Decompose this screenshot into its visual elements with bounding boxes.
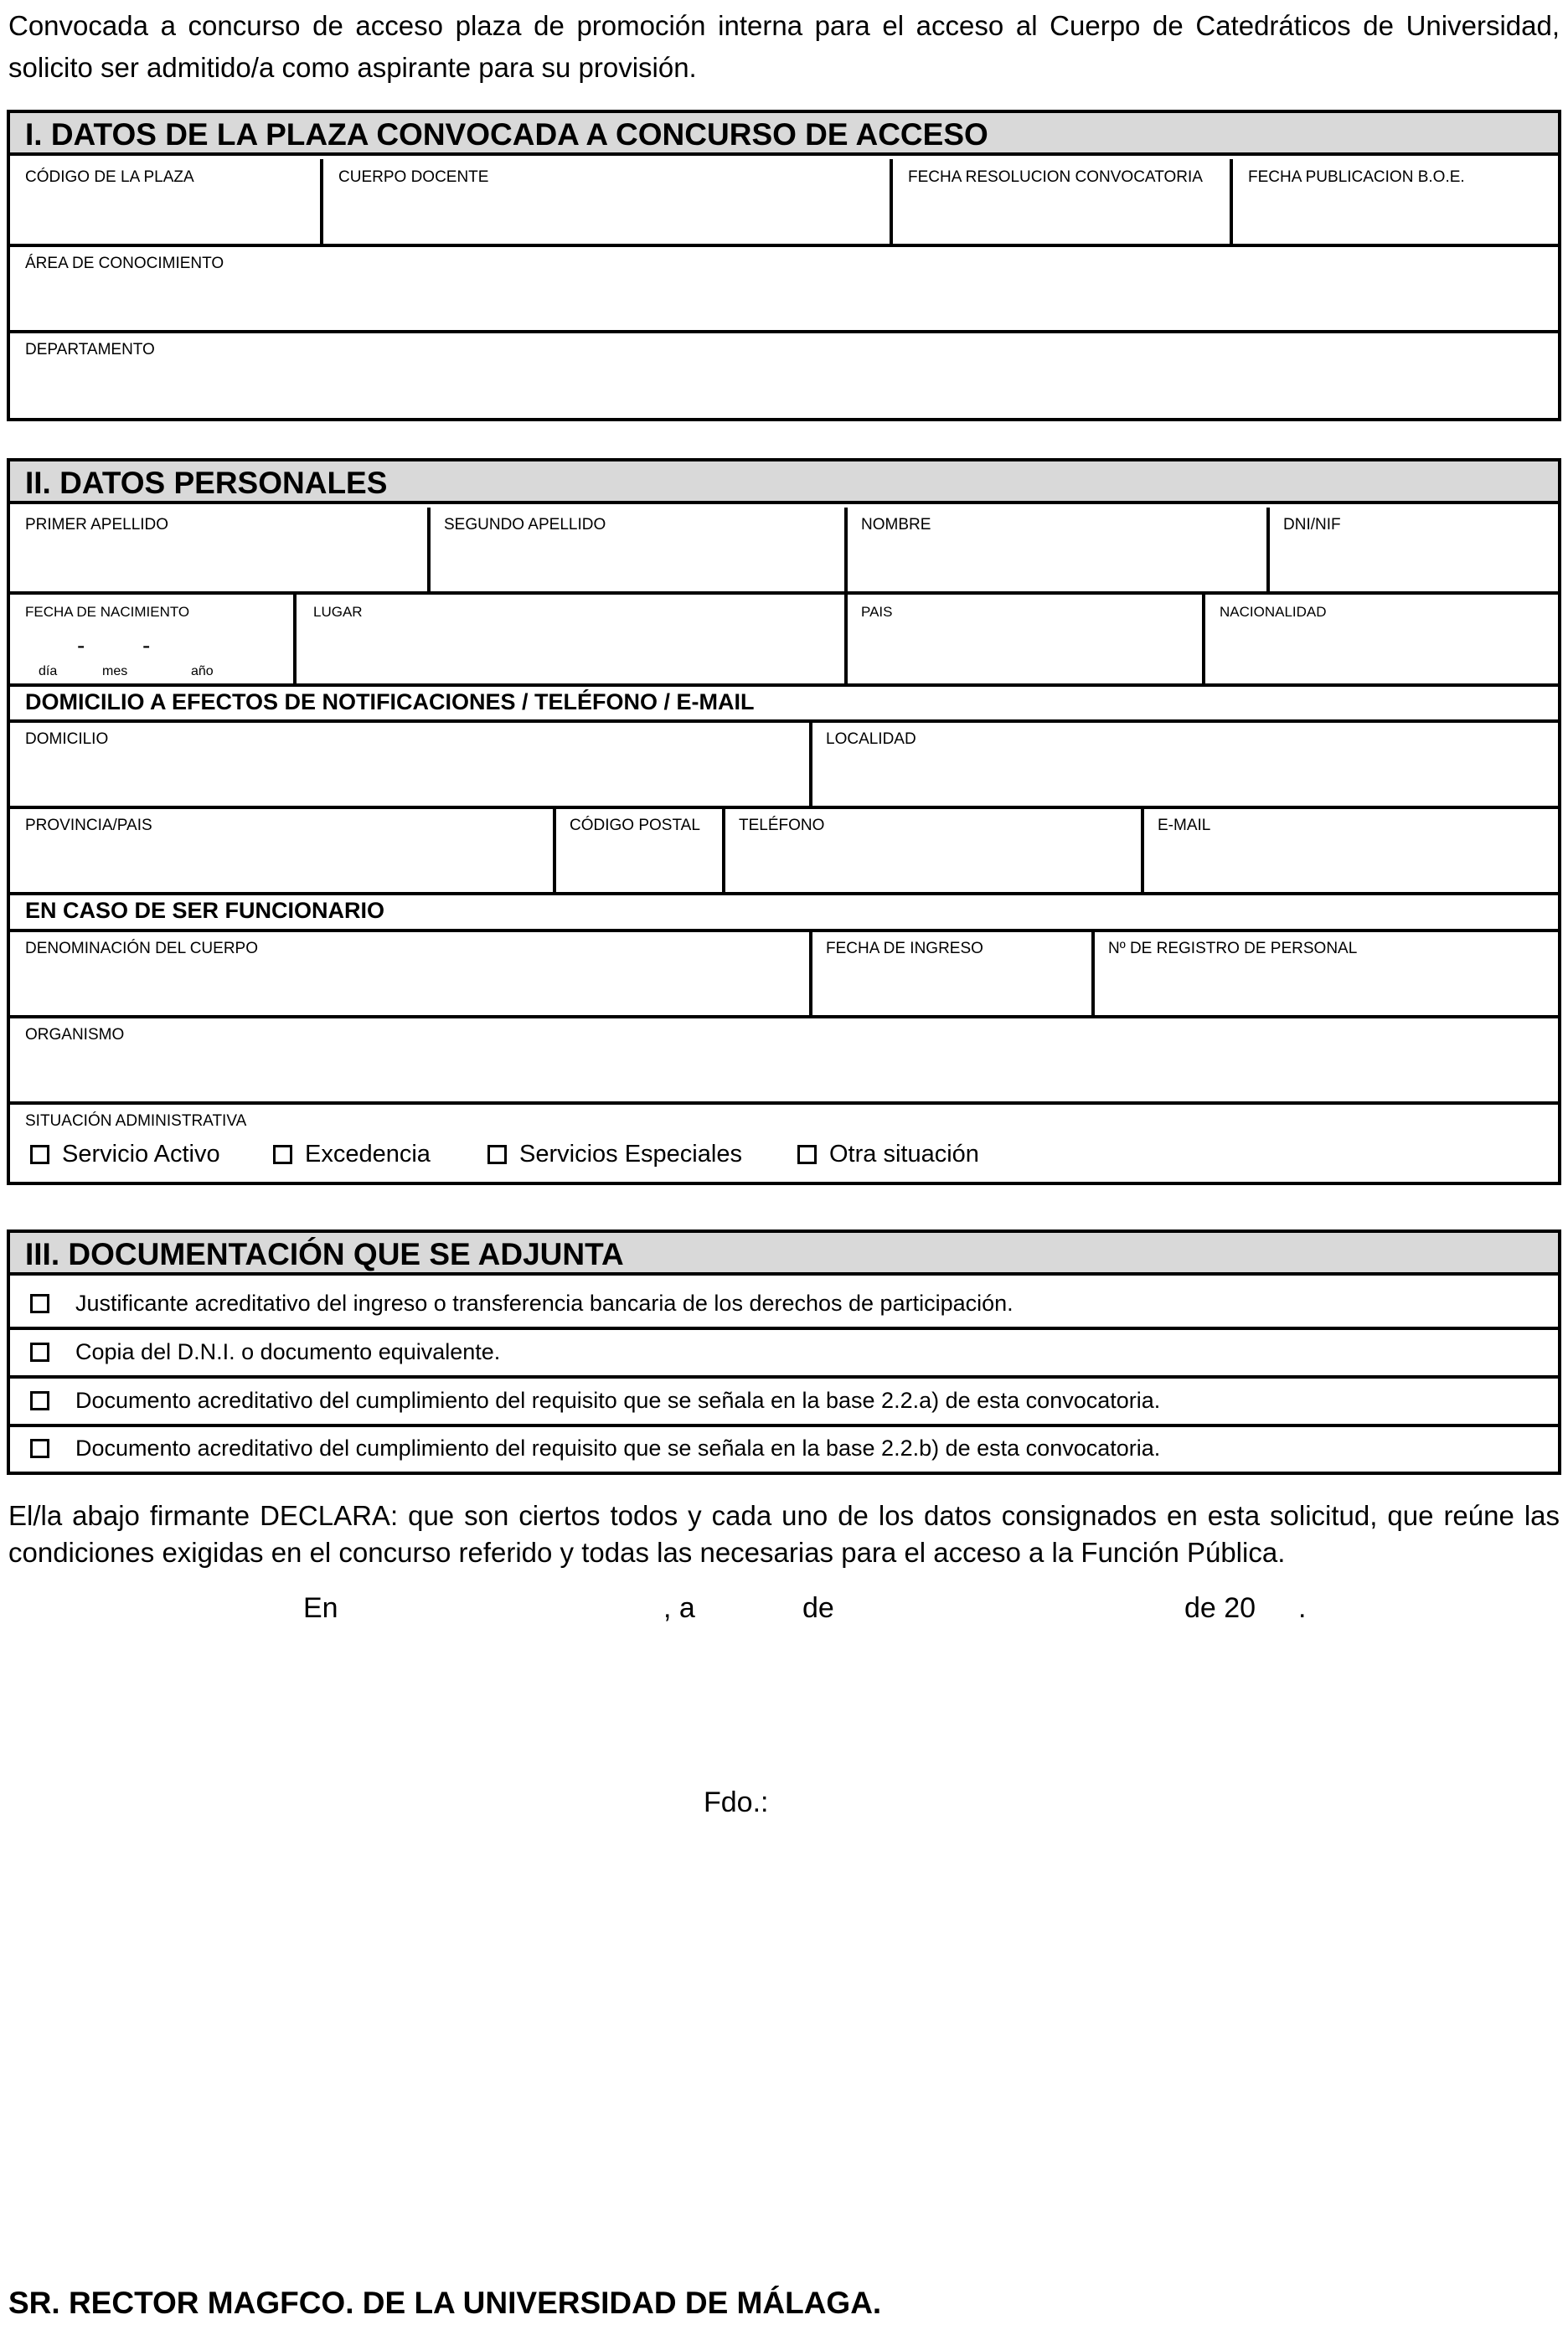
denominacion-cuerpo-field[interactable]: DENOMINACIÓN DEL CUERPO (25, 940, 258, 957)
divider (10, 244, 1558, 247)
fecha-boe-field[interactable]: FECHA PUBLICACION B.O.E. (1248, 168, 1465, 186)
divider (10, 1101, 1558, 1105)
section-plaza-title: I. DATOS DE LA PLAZA CONVOCADA A CONCURSO DE ACCESO (10, 113, 1558, 156)
divider (722, 809, 725, 892)
date-de-20: de 20 (1184, 1592, 1256, 1624)
lugar-field[interactable]: LUGAR (313, 604, 363, 620)
servicio-activo-checkbox[interactable] (30, 1145, 49, 1164)
requisito-a-checkbox[interactable] (30, 1391, 49, 1410)
divider (10, 1424, 1558, 1427)
date-de: de (802, 1592, 834, 1624)
divider (1091, 932, 1095, 1015)
email-field[interactable]: E-MAIL (1158, 817, 1211, 834)
divider (10, 591, 1558, 595)
date-part-dia: día (39, 664, 58, 678)
fecha-nacimiento-field[interactable]: FECHA DE NACIMIENTO (25, 604, 190, 620)
requisito-b-checkbox[interactable] (30, 1439, 49, 1458)
codigo-plaza-field[interactable]: CÓDIGO DE LA PLAZA (25, 168, 194, 186)
section-plaza (7, 110, 1561, 421)
divider (844, 595, 848, 683)
departamento-field[interactable]: DEPARTAMENTO (25, 341, 155, 358)
divider (1202, 595, 1205, 683)
declaration-paragraph: El/la abajo firmante DECLARA: que son ciertos todos y cada uno de los datos consignados en esta solicitud, que reúne las condiciones exigidas en el concurso referido y todas las necesarias para el acceso a la Función Pública. (8, 1500, 1560, 1568)
copia-dni-label: Copia del D.N.I. o documento equivalente. (75, 1339, 501, 1364)
divider (320, 159, 323, 244)
divider (10, 806, 1558, 809)
requisito-a-label: Documento acreditativo del cumplimiento del requisito que se señala en la base 2.2.a) de esta convocatoria. (75, 1388, 1161, 1413)
otra-situacion-label: Otra situación (829, 1141, 979, 1168)
divider (844, 508, 848, 591)
divider (10, 929, 1558, 932)
signature-label: Fdo.: (704, 1786, 769, 1818)
localidad-field[interactable]: LOCALIDAD (826, 730, 916, 748)
divider (10, 1327, 1558, 1330)
codigo-postal-field[interactable]: CÓDIGO POSTAL (570, 817, 700, 834)
dni-field[interactable]: DNI/NIF (1283, 516, 1341, 534)
provincia-field[interactable]: PROVINCIA/PAIS (25, 817, 152, 834)
divider (10, 892, 1558, 895)
organismo-field[interactable]: ORGANISMO (25, 1026, 125, 1044)
divider (890, 159, 893, 244)
funcionario-heading: EN CASO DE SER FUNCIONARIO (25, 898, 385, 923)
cuerpo-docente-field[interactable]: CUERPO DOCENTE (338, 168, 489, 186)
fecha-resolucion-field[interactable]: FECHA RESOLUCION CONVOCATORIA (908, 168, 1203, 186)
copia-dni-checkbox[interactable] (30, 1343, 49, 1362)
domicilio-field[interactable]: DOMICILIO (25, 730, 109, 748)
section-documentacion-title: III. DOCUMENTACIÓN QUE SE ADJUNTA (10, 1233, 1558, 1276)
divider (1141, 809, 1144, 892)
excedencia-checkbox[interactable] (273, 1145, 292, 1164)
section-documentacion (7, 1230, 1561, 1475)
place-a: , a (663, 1592, 695, 1624)
divider (10, 330, 1558, 333)
servicios-especiales-label: Servicios Especiales (519, 1141, 742, 1168)
otra-situacion-checkbox[interactable] (797, 1145, 817, 1164)
divider (10, 1375, 1558, 1379)
date-separator: - (142, 632, 151, 658)
date-part-mes: mes (102, 664, 128, 678)
divider (10, 683, 1558, 687)
registro-personal-field[interactable]: Nº DE REGISTRO DE PERSONAL (1108, 940, 1358, 957)
date-end: . (1298, 1592, 1307, 1624)
date-separator: - (77, 632, 85, 658)
nombre-field[interactable]: NOMBRE (861, 516, 931, 534)
servicios-especiales-checkbox[interactable] (487, 1145, 507, 1164)
date-part-anio: año (191, 664, 214, 678)
segundo-apellido-field[interactable]: SEGUNDO APELLIDO (444, 516, 606, 534)
divider (1266, 508, 1270, 591)
place-en: En (303, 1592, 338, 1624)
justificante-checkbox[interactable] (30, 1294, 49, 1313)
servicio-activo-label: Servicio Activo (62, 1141, 220, 1168)
telefono-field[interactable]: TELÉFONO (739, 817, 825, 834)
situacion-administrativa-label: SITUACIÓN ADMINISTRATIVA (25, 1112, 247, 1130)
divider (809, 932, 812, 1015)
divider (553, 809, 556, 892)
fecha-ingreso-field[interactable]: FECHA DE INGRESO (826, 940, 983, 957)
domicilio-heading: DOMICILIO A EFECTOS DE NOTIFICACIONES / TELÉFONO / E-MAIL (25, 689, 755, 714)
divider (293, 595, 297, 683)
primer-apellido-field[interactable]: PRIMER APELLIDO (25, 516, 169, 534)
justificante-label: Justificante acreditativo del ingreso o transferencia bancaria de los derechos de participación. (75, 1291, 1014, 1316)
excedencia-label: Excedencia (305, 1141, 431, 1168)
addressee: SR. RECTOR MAGFCO. DE LA UNIVERSIDAD DE MÁLAGA. (8, 2286, 882, 2320)
divider (427, 508, 431, 591)
intro-paragraph: Convocada a concurso de acceso plaza de promoción interna para el acceso al Cuerpo de Catedráticos de Universidad, solicito ser admitido/a como aspirante para su provisión. (8, 10, 1560, 83)
divider (10, 719, 1558, 723)
section-datos-personales (7, 458, 1561, 1185)
nacionalidad-field[interactable]: NACIONALIDAD (1220, 604, 1327, 620)
divider (10, 1015, 1558, 1018)
pais-field[interactable]: PAIS (861, 604, 893, 620)
requisito-b-label: Documento acreditativo del cumplimiento del requisito que se señala en la base 2.2.b) de esta convocatoria. (75, 1436, 1161, 1461)
divider (809, 723, 812, 806)
divider (1230, 159, 1233, 244)
section-datos-personales-title: II. DATOS PERSONALES (10, 461, 1558, 504)
area-conocimiento-field[interactable]: ÁREA DE CONOCIMIENTO (25, 255, 224, 272)
